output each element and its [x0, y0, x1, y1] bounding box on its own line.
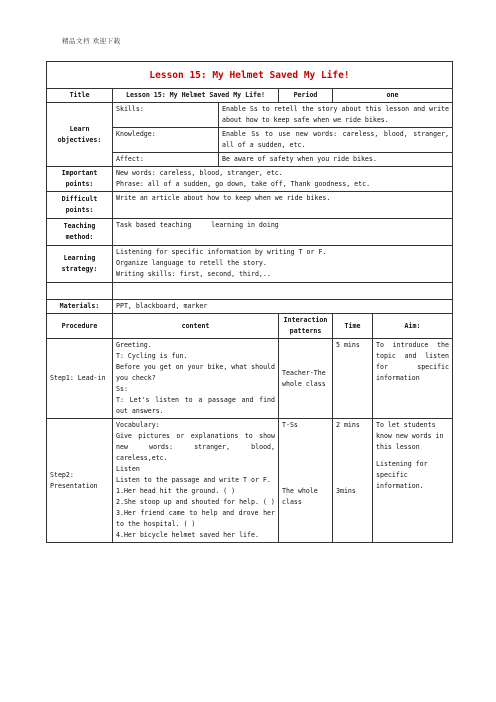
objective-type: Knowledge:	[113, 128, 219, 153]
header-note: 精品文档 欢迎下载	[62, 37, 121, 45]
title-info-row	[47, 89, 453, 103]
learning-strategy-row	[47, 246, 453, 283]
step-label: Step2: Presentation	[47, 419, 113, 543]
learning-strategy-content	[113, 246, 453, 283]
time-value: 5 mins	[333, 339, 373, 419]
important-point-line: New words: careless, blood, stranger, etc.	[116, 169, 283, 177]
learning-strategy-label: Learning strategy:	[47, 246, 113, 283]
objective-type: Skills:	[113, 103, 219, 128]
objective-text: Enable Ss to retell the story about this lesson and write about how to keep safe when we ride bikes.	[219, 103, 453, 128]
teaching-method-label: Teaching method:	[47, 219, 113, 246]
lesson-plan-table	[46, 61, 453, 543]
difficult-points-text: Write an article about how to keep when we ride bikes.	[113, 192, 453, 219]
materials-text: PPT, blackboard, marker	[113, 300, 453, 314]
step-row-lead-in	[47, 339, 453, 419]
important-points-label: Important points:	[47, 167, 113, 192]
blank-cell	[113, 283, 453, 300]
content-line: Give pictures or explanations to show new words: stranger, blood, careless,etc.	[116, 432, 275, 462]
strategy-line: Organize language to retell the story.	[116, 259, 267, 267]
content-line: 3.Her friend came to help and drove her to the hospital. ( )	[116, 509, 275, 528]
time-line: 3mins	[336, 487, 356, 495]
content-line: 2.She stoop up and shouted for help. ( )	[116, 498, 275, 506]
content-line: Greeting.	[116, 341, 152, 349]
interaction-spacer	[282, 431, 329, 486]
procedure-header-row	[47, 314, 453, 339]
interaction-header: Interaction patterns	[279, 314, 333, 339]
step-row-presentation	[47, 419, 453, 543]
difficult-points-label: Difficult points:	[47, 192, 113, 219]
materials-label: Materials:	[47, 300, 113, 314]
important-points-row	[47, 167, 453, 192]
procedure-header: Procedure	[47, 314, 113, 339]
objective-type: Affect:	[113, 153, 219, 167]
blank-row	[47, 283, 453, 300]
content-line: T: Let's listen to a passage and find out answers.	[116, 396, 275, 415]
interaction-pattern: Teacher-The whole class	[279, 339, 333, 419]
interaction-line: The whole class	[282, 487, 318, 506]
step-label: Step1: Lead-in	[47, 339, 113, 419]
content-line: Listen	[116, 465, 140, 473]
strategy-line: Writing skills: first, second, third,..	[116, 270, 271, 278]
time-spacer	[336, 431, 369, 486]
interaction-pattern	[279, 419, 333, 543]
aim-line: Listening for specific information.	[376, 460, 428, 490]
content-line: T: Cycling is fun.	[116, 352, 188, 360]
content-line: 1.Her head hit the ground. ( )	[116, 487, 236, 495]
aim-text: To introduce the topic and listen for specific information	[373, 339, 453, 419]
title-label: Title	[47, 89, 113, 103]
title-value: Lesson 15: My Helmet Saved My Life!	[113, 89, 279, 103]
step-content	[113, 339, 279, 419]
time-header: Time	[333, 314, 373, 339]
title-row	[47, 62, 453, 89]
period-value: one	[333, 89, 453, 103]
materials-row	[47, 300, 453, 314]
objective-text: Be aware of safety when you ride bikes.	[219, 153, 453, 167]
objective-row-skills	[47, 103, 453, 128]
time-value	[333, 419, 373, 543]
important-points-content	[113, 167, 453, 192]
aim-header: Aim:	[373, 314, 453, 339]
blank-cell	[47, 283, 113, 300]
interaction-line: T-Ss	[282, 421, 298, 429]
lesson-title: Lesson 15: My Helmet Saved My Life!	[47, 62, 453, 89]
aim-line: To let students know new words in this lesson	[376, 421, 444, 451]
content-line: Vocabulary:	[116, 421, 160, 429]
objective-text: Enable Ss to use new words: careless, blood, stranger, all of a sudden, etc.	[219, 128, 453, 153]
objectives-label: Learn objectives:	[47, 103, 113, 167]
aim-text	[373, 419, 453, 543]
content-line: Listen to the passage and write T or F.	[116, 476, 271, 484]
important-point-line: Phrase: all of a sudden, go down, take off, Thank goodness, etc.	[116, 180, 371, 188]
teaching-method-text: Task based teaching learning in doing	[113, 219, 453, 246]
difficult-points-row	[47, 192, 453, 219]
content-line: 4.Her bicycle helmet saved her life.	[116, 531, 259, 539]
content-line: Before you get on your bike, what should you check?	[116, 363, 275, 382]
time-line: 2 mins	[336, 421, 360, 429]
content-line: Ss:	[116, 385, 128, 393]
teaching-method-row	[47, 219, 453, 246]
step-content	[113, 419, 279, 543]
strategy-line: Listening for specific information by writing T or F.	[116, 248, 327, 256]
content-header: content	[113, 314, 279, 339]
period-label: Period	[279, 89, 333, 103]
